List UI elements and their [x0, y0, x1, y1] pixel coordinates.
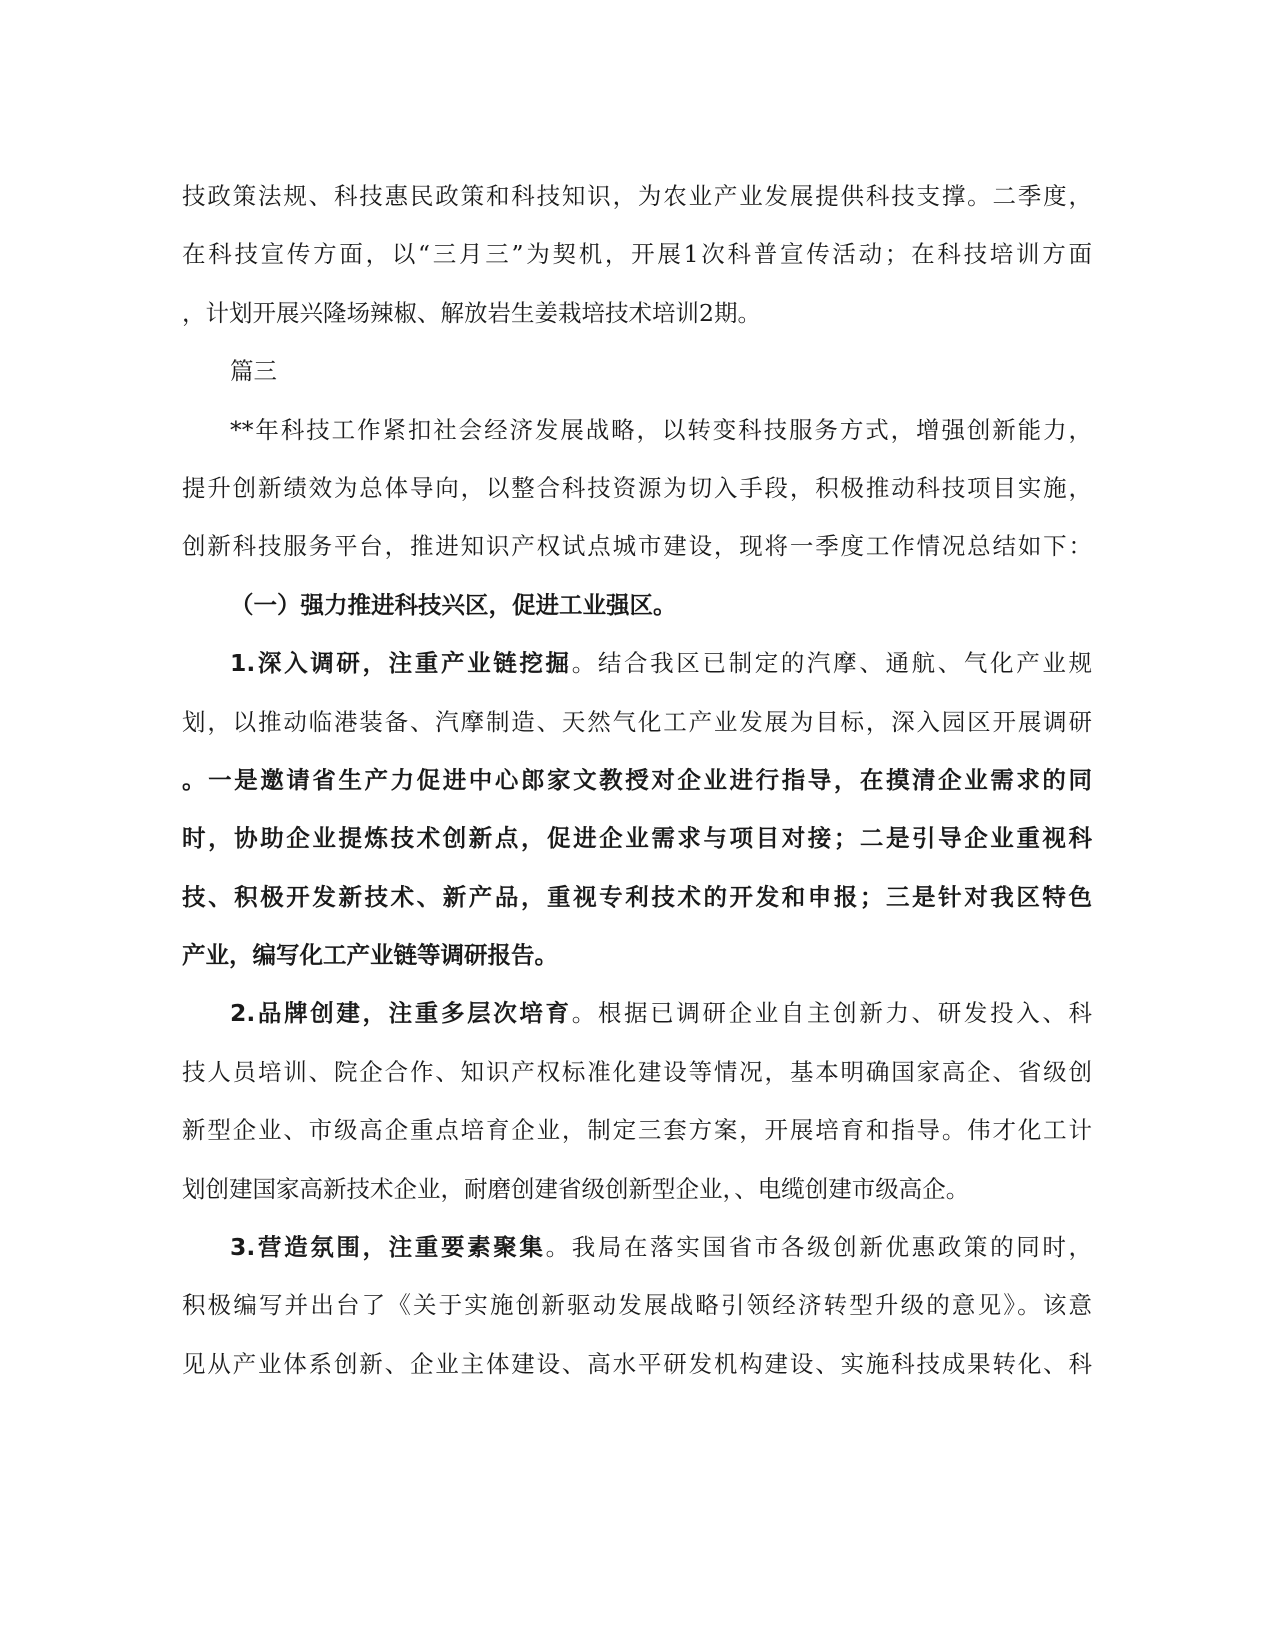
- text-line: [182, 809, 1092, 867]
- document-page: [182, 167, 1092, 1393]
- line-text: 划创建国家高新技术企业，耐磨创建省级创新型企业，、电缆创建市级高企。: [182, 1174, 970, 1203]
- text-line: [182, 342, 1092, 400]
- section-heading: 3.营造氛围，注重要素聚集: [230, 1233, 546, 1262]
- text-line: [182, 284, 1092, 342]
- text-line: [182, 1043, 1092, 1101]
- text-line: [182, 1218, 1092, 1276]
- text-line: [182, 1160, 1092, 1218]
- text-line: [182, 459, 1092, 517]
- section-heading: 1.深入调研，注重产业链挖掘: [230, 649, 572, 678]
- line-text: 创新科技服务平台，推进知识产权试点城市建设，现将一季度工作情况总结如下：: [182, 532, 1092, 561]
- line-text: 见从产业体系创新、企业主体建设、高水平研发机构建设、实施科技成果转化、科: [182, 1349, 1092, 1378]
- line-text: 。根据已调研企业自主创新力、研发投入、科: [571, 999, 1092, 1028]
- text-line: [182, 984, 1092, 1042]
- line-text: 技政策法规、科技惠民政策和科技知识，为农业产业发展提供科技支撑。二季度，: [182, 182, 1092, 210]
- line-text: **年科技工作紧扣社会经济发展战略，以转变科技服务方式，增强创新能力，: [230, 415, 1092, 444]
- line-text: 。一是邀请省生产力促进中心郎家文教授对企业进行指导，在摸清企业需求的同: [182, 765, 1092, 794]
- text-line: [182, 634, 1092, 692]
- text-line: [182, 517, 1092, 575]
- line-text: 技人员培训、院企合作、知识产权标准化建设等情况，基本明确国家高企、省级创: [182, 1057, 1092, 1086]
- text-line: [182, 225, 1092, 283]
- line-text: 积极编写并出台了《关于实施创新驱动发展战略引领经济转型升级的意见》。该意: [182, 1291, 1092, 1320]
- line-text: 划，以推动临港装备、汽摩制造、天然气化工产业发展为目标，深入园区开展调研: [182, 707, 1092, 736]
- line-text: （一）强力推进科技兴区，促进工业强区。: [230, 590, 677, 619]
- line-text: 时，协助企业提炼技术创新点，促进企业需求与项目对接；二是引导企业重视科: [182, 824, 1092, 853]
- line-text: 新型企业、市级高企重点培育企业，制定三套方案，开展培育和指导。伟才化工计: [182, 1116, 1092, 1145]
- line-text: 。结合我区已制定的汽摩、通航、气化产业规: [571, 649, 1092, 678]
- text-line: [182, 1335, 1092, 1393]
- line-text: 提升创新绩效为总体导向，以整合科技资源为切入手段，积极推动科技项目实施，: [182, 473, 1092, 502]
- text-line: [182, 751, 1092, 809]
- text-line: [182, 1276, 1092, 1334]
- text-line: [182, 926, 1092, 984]
- line-text: 产业，编写化工产业链等调研报告。: [182, 941, 558, 970]
- text-line: [182, 576, 1092, 634]
- line-text: 在科技宣传方面，以“三月三”为契机，开展1次科普宣传活动；在科技培训方面: [182, 240, 1092, 269]
- line-text: 。我局在落实国省市各级创新优惠政策的同时，: [545, 1233, 1092, 1262]
- line-text: 篇三: [230, 357, 277, 386]
- text-line: [182, 401, 1092, 459]
- text-line: [182, 167, 1092, 225]
- line-text: 技、积极开发新技术、新产品，重视专利技术的开发和申报；三是针对我区特色: [182, 882, 1092, 911]
- section-heading: 2.品牌创建，注重多层次培育: [230, 999, 572, 1028]
- text-line: [182, 868, 1092, 926]
- line-text: ，计划开展兴隆场辣椒、解放岩生姜栽培技术培训2期。: [182, 298, 761, 327]
- text-line: [182, 1101, 1092, 1159]
- text-line: [182, 693, 1092, 751]
- document-body: [182, 167, 1092, 1393]
